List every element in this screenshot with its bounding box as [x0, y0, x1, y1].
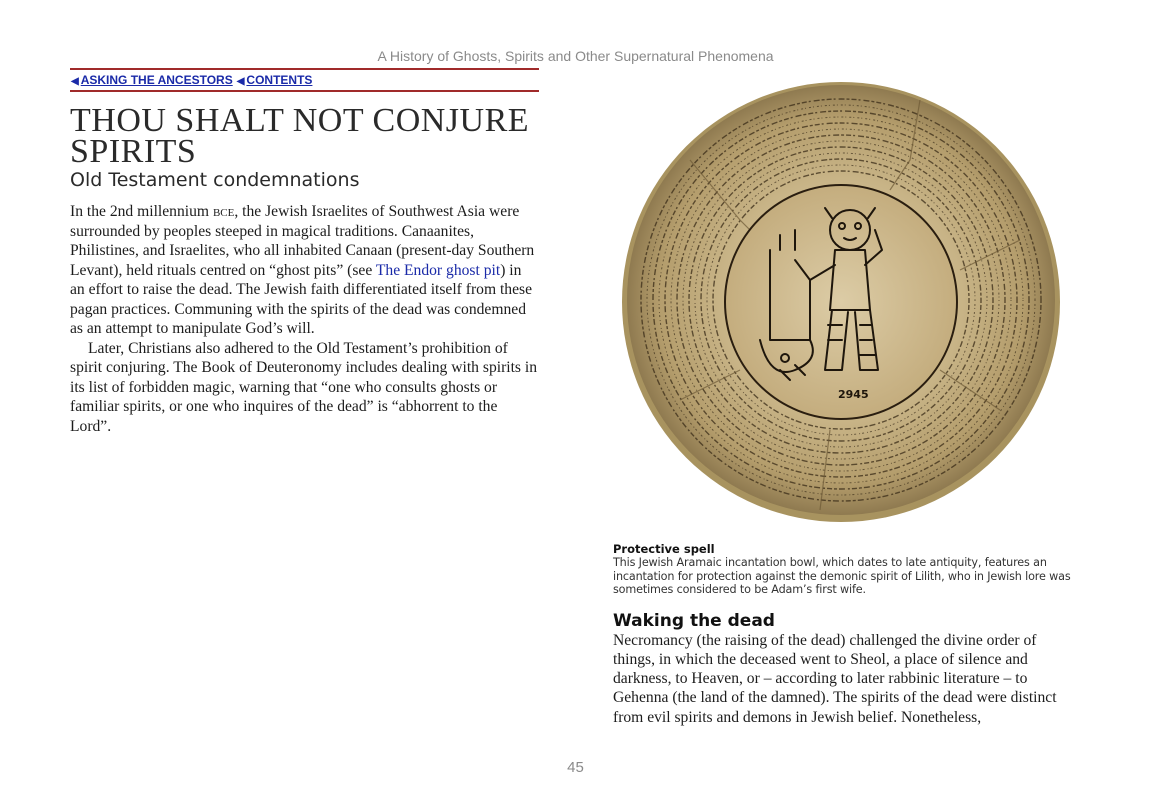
book-title: A History of Ghosts, Spirits and Other Supernatural Phenomena — [377, 48, 774, 64]
paragraph-1 — [70, 202, 539, 339]
paragraph-1-text-b: , the Jewish Israelites of Southwest Asia were surrounded by peoples steeped in magical traditions. Canaanites, Philistines, and Israelites, who all inhabited Canaan (present-day Southern Levant), held rituals centred on “ghost pits” (see — [70, 203, 535, 279]
bce-abbreviation: bce — [212, 203, 235, 220]
bowl-number: 2945 — [838, 388, 869, 401]
chapter-title: THOU SHALT NOT CONJURE SPIRITS — [70, 102, 530, 170]
bowl-illustration — [620, 80, 1062, 524]
right-column — [613, 542, 1073, 727]
back-arrow-icon: ◀ — [236, 76, 245, 87]
chapter-subtitle: Old Testament condemnations — [70, 169, 360, 191]
page-number: 45 — [567, 759, 584, 776]
paragraph-2: Later, Christians also adhered to the Old Testament’s prohibition of spirit conjuring. The Book of Deuteronomy includes dealing with spirits in its list of forbidden magic, warning that “one who consults ghosts or familiar spirits, or one who inquires of the dead” is “abhorrent to the Lord”. — [70, 339, 538, 435]
section-body — [613, 631, 1073, 727]
prev-chapter-link[interactable]: ASKING THE ANCESTORS — [80, 73, 233, 87]
back-arrow-icon: ◀ — [71, 76, 79, 87]
paragraph-1-text-a: In the 2nd millennium — [70, 203, 213, 220]
chapter-body — [70, 202, 539, 436]
caption-text: This Jewish Aramaic incantation bowl, which dates to late antiquity, features an incantation for protection against the demonic spirit of Lilith, who in Jewish lore was sometimes considered to be Adam’s first wife. — [613, 556, 1071, 596]
endor-ghost-pit-link[interactable]: The Endor ghost pit — [375, 261, 501, 279]
caption-title: Protective spell — [613, 542, 715, 556]
left-column — [70, 68, 539, 436]
section-paragraph: Necromancy (the raising of the dead) challenged the divine order of things, in which the deceased went to Sheol, a place of silence and darkness, to Heaven, or – according to later rabbinic literature – to Gehenna (the land of the damned). The spirits of the dead were distinct from evil spirits and demons in Jewish belief. Nonetheless, — [613, 631, 1057, 726]
section-heading: Waking the dead — [613, 610, 775, 631]
paragraph-1-text-c: ) in an effort to raise the dead. The Jewish faith differentiated itself from these pagan practices. Communing with the spirits of the dead was condemned as an attempt to manipulate God’s will. — [70, 261, 533, 337]
incantation-bowl-image — [620, 80, 1062, 524]
chapter-nav — [70, 68, 539, 92]
contents-link[interactable]: CONTENTS — [246, 73, 313, 87]
